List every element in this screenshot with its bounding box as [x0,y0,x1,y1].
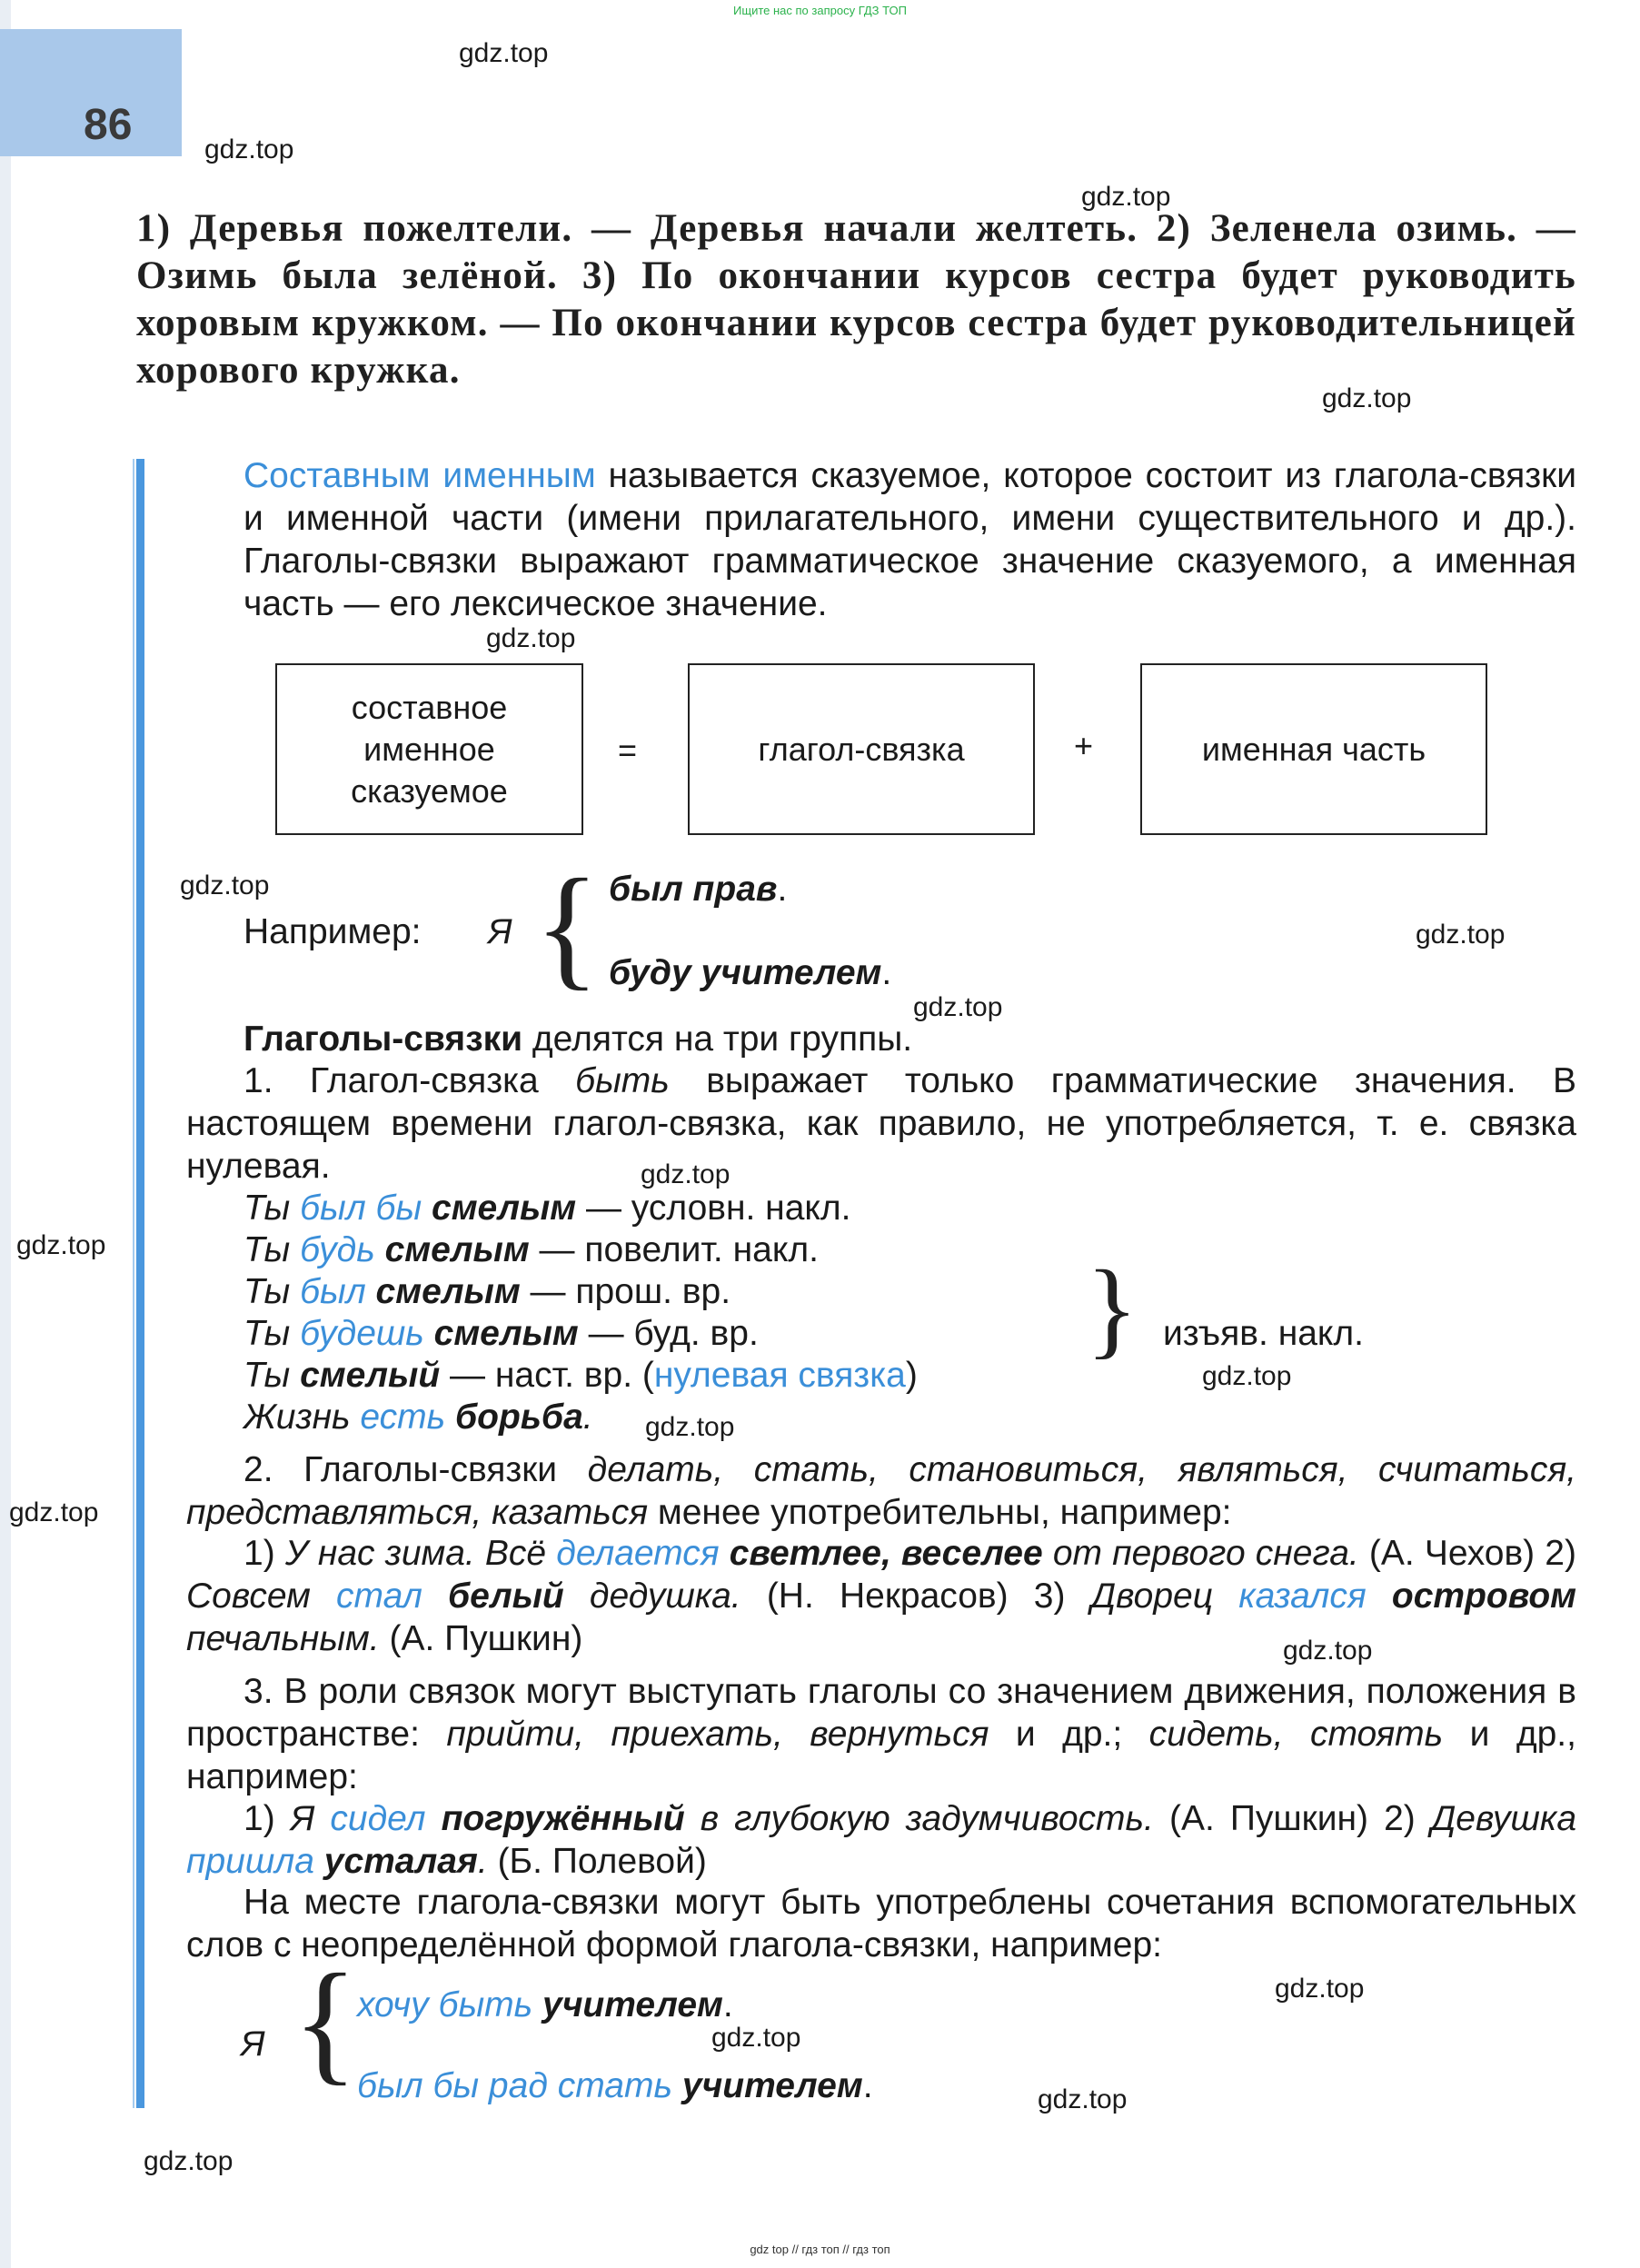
watermark: gdz.top [1038,2084,1128,2114]
text-run: (А. Чехов) 2) [1358,1534,1576,1573]
present-line: Ты смелый — наст. вр. (нулевая связка) [244,1356,918,1395]
rule-bar-edge [133,459,134,2108]
text-run: 1) [244,1534,285,1573]
text-run: Совсем [186,1577,337,1616]
watermark: gdz.top [459,38,549,68]
conj-line: Ты был смелым — прош. вр. [244,1272,731,1311]
text-run: (Н. Некрасов) 3) [740,1577,1091,1616]
example-line: буду учителем. [609,953,892,992]
example-subject: Я [488,912,512,951]
conj-line: Ты будешь смелым — буд. вр. [244,1314,759,1353]
watermark: gdz.top [180,870,270,900]
page-number: 86 [84,101,133,149]
example-label: Например: [244,912,422,951]
text-run: Девушка [1430,1799,1577,1838]
example2-line: хочу быть учителем. [357,1985,733,2024]
text-run: усталая [323,1842,478,1881]
watermark: gdz.top [144,2146,234,2176]
scheme-box-line: составное [351,688,508,726]
scheme-box-line: сказуемое [351,771,508,810]
scheme-equals: = [618,731,638,769]
auxiliary-words-text: На месте глагола-связки могут быть употреблены сочетания вспомогательных слов с неопределённой формой глагола-связки, например: [186,1883,1576,1965]
text-run: У нас зима. Всё [284,1534,557,1573]
text-run: печальным. [186,1619,380,1658]
watermark: gdz.top [641,1159,731,1189]
scheme-box-line: именное [363,730,495,768]
group2-text: 2. Глаголы-связки делать, стать, становиться, являться, считаться, представляться, казаться менее употребительны, например: [186,1450,1576,1532]
example2-line: был бы рад стать учителем. [357,2066,873,2105]
text-run: от первого снега. [1042,1534,1359,1573]
text-run: в глубокую задумчивость. [684,1799,1154,1838]
text-run: стал [336,1577,422,1616]
text-run: (Б. Полевой) [487,1842,707,1881]
text-run: островом [1391,1577,1576,1616]
conj-line: Ты будь смелым — повелит. накл. [244,1230,819,1269]
watermark: gdz.top [1275,1974,1365,2004]
text-run [720,1534,730,1573]
rule-bar [136,459,144,2108]
group3-text: 3. В роли связок могут выступать глаголы со значением движения, положения в пространстве: прийти, приехать, вернуться и др.; сидеть, стоять и др., например: [186,1672,1576,1796]
group1-text: 1. Глагол-связка быть выражает только грамматические значения. В настоящем времени глагол-связка, как правило, не употребляется, т. е. связка нулевая. [186,1061,1576,1186]
definition-term: Составным именным [244,456,596,495]
text-run: белый [448,1577,564,1616]
text-run: Дворец [1090,1577,1239,1616]
scheme-box-predicate [275,663,583,835]
watermark: gdz.top [1322,383,1412,413]
text-run [426,1799,442,1838]
text-run [314,1842,324,1881]
group2-examples [186,1532,1576,1660]
text-run: (А. Пушкин) 2) [1153,1799,1431,1838]
watermark: gdz.top [204,134,294,164]
bottom-link[interactable]: gdz top // гдз топ // гдз топ [750,2243,890,2256]
example-brace: { [534,851,600,1002]
group3-examples [186,1797,1576,1883]
text-run: казался [1238,1577,1367,1616]
watermark: gdz.top [1202,1361,1292,1391]
text-run: пришла [186,1842,314,1881]
scheme-box-nominal-part [1140,663,1487,835]
text-run: дедушка. [563,1577,741,1616]
watermark: gdz.top [486,623,576,653]
definition-text [244,454,1576,625]
text-run: светлее, веселее [729,1534,1043,1573]
example2-subject: Я [241,2024,265,2064]
exercise-text: 1) Деревья пожелтели. — Деревья начали желтеть. 2) Зеленела озимь. — Озимь была зелёной. 3) По окончании курсов сестра будет руководить хоровым кружком. — По окончании курсов сестра будет руководительницей хорового кружка. [136,207,1576,392]
text-run: Я [290,1799,331,1838]
scheme-box-text: глагол-связка [758,730,965,768]
definition-rest: называется сказуемое, которое состоит из глагола-связки и именной части (имени прилагательного, имени существительного и др.). Глаголы-связки выражают грамматическое значение сказуемого, а именная часть — его лексическое значение. [244,456,1576,623]
text-run [1367,1577,1392,1616]
text-run: (А. Пушкин) [379,1619,583,1658]
watermark: gdz.top [913,992,1003,1022]
text-run: . [477,1842,488,1881]
text-run: 1) [244,1799,291,1838]
scheme-box-linking-verb [688,663,1035,835]
conj-line: Ты был бы смелым — условн. накл. [244,1189,851,1228]
indicative-mood-label: изъяв. накл. [1163,1314,1365,1353]
example-line: был прав. [609,870,788,909]
page-edge [0,0,11,2268]
scheme-box-text: именная часть [1201,730,1426,768]
text-run [422,1577,448,1616]
life-line: Жизнь есть борьба. [244,1398,593,1437]
mood-brace: { [1086,1248,1138,1368]
text-run: погружённый [441,1799,685,1838]
watermark: gdz.top [645,1412,735,1442]
watermark: gdz.top [16,1230,106,1260]
scheme-plus: + [1074,727,1094,764]
watermark: gdz.top [1081,182,1171,212]
watermark: gdz.top [711,2023,801,2053]
text-run: сидел [330,1799,426,1838]
watermark: gdz.top [9,1497,99,1527]
watermark: gdz.top [1283,1636,1373,1666]
watermark: gdz.top [1416,920,1506,950]
example2-brace: { [293,1946,358,2097]
groups-intro: Глаголы-связки делятся на три группы. [244,1020,913,1059]
text-run: делается [556,1534,720,1573]
top-search-link[interactable]: Ищите нас по запросу ГДЗ ТОП [733,4,907,17]
